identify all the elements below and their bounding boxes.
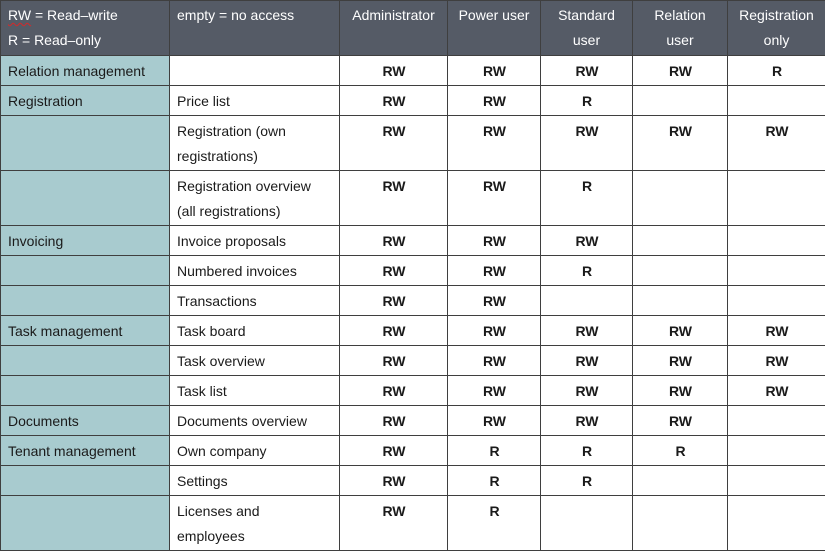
permission-cell: RW	[448, 56, 541, 86]
feature-line-1: Numbered invoices	[177, 259, 333, 284]
table-row	[1, 496, 825, 551]
permission-cell: RW	[340, 226, 448, 256]
permission-cell: RW	[340, 466, 448, 496]
row-group-label	[1, 496, 170, 551]
feature-line-1: Own company	[177, 439, 333, 464]
permission-cell: RW	[633, 56, 728, 86]
row-group-label: Tenant management	[1, 436, 170, 466]
permission-cell: RW	[728, 316, 825, 346]
row-group-label	[1, 286, 170, 316]
table-header	[1, 1, 825, 56]
row-group-label	[1, 466, 170, 496]
row-group-label: Invoicing	[1, 226, 170, 256]
permission-cell: RW	[541, 376, 633, 406]
permission-cell: RW	[448, 226, 541, 256]
permission-cell: R	[448, 496, 541, 551]
feature-line-1: Task overview	[177, 349, 333, 374]
table-row	[1, 406, 825, 436]
role-header-registration-only: Registration only	[728, 1, 825, 56]
table-row	[1, 116, 825, 171]
permission-cell: R	[448, 436, 541, 466]
legend-cell	[1, 1, 170, 56]
permission-cell	[728, 466, 825, 496]
permission-cell: RW	[340, 86, 448, 116]
feature-line-1: Price list	[177, 89, 333, 114]
permission-cell: RW	[633, 116, 728, 171]
row-feature-label	[170, 286, 340, 316]
role-header-power-user: Power user	[448, 1, 541, 56]
permission-cell: RW	[541, 116, 633, 171]
permission-cell: RW	[541, 346, 633, 376]
permission-cell	[541, 496, 633, 551]
table-row	[1, 376, 825, 406]
permission-cell: RW	[340, 286, 448, 316]
feature-line-2: registrations)	[177, 144, 333, 169]
permission-cell: RW	[633, 316, 728, 346]
table-row	[1, 346, 825, 376]
permission-cell: RW	[448, 316, 541, 346]
row-group-label: Task management	[1, 316, 170, 346]
permission-cell: R	[541, 86, 633, 116]
row-feature-label	[170, 171, 340, 226]
role-header-administrator: Administrator	[340, 1, 448, 56]
permission-cell	[728, 406, 825, 436]
permission-cell: RW	[340, 436, 448, 466]
row-group-label	[1, 116, 170, 171]
permission-cell	[633, 496, 728, 551]
permission-cell: R	[541, 171, 633, 226]
permission-cell: RW	[633, 346, 728, 376]
table-row	[1, 56, 825, 86]
feature-line-1: Invoice proposals	[177, 229, 333, 254]
row-feature-label	[170, 86, 340, 116]
permission-cell	[728, 171, 825, 226]
permission-cell: R	[541, 436, 633, 466]
row-group-label	[1, 256, 170, 286]
feature-line-1: Licenses and	[177, 499, 333, 524]
role-header-line2: only	[732, 28, 821, 53]
permission-cell: RW	[448, 171, 541, 226]
row-feature-label	[170, 226, 340, 256]
role-header-relation-user: Relation user	[633, 1, 728, 56]
table-row	[1, 256, 825, 286]
permission-cell: RW	[340, 316, 448, 346]
permission-cell: R	[633, 436, 728, 466]
permission-cell: RW	[340, 406, 448, 436]
permission-cell	[633, 226, 728, 256]
permission-cell: RW	[448, 376, 541, 406]
feature-line-1: Task list	[177, 379, 333, 404]
legend-no-access: empty = no access	[177, 3, 335, 28]
row-feature-label	[170, 346, 340, 376]
row-group-label	[1, 376, 170, 406]
permission-cell	[728, 496, 825, 551]
row-feature-label	[170, 316, 340, 346]
permission-cell: RW	[633, 406, 728, 436]
feature-line-1: Documents overview	[177, 409, 333, 434]
permission-cell: RW	[448, 256, 541, 286]
legend-read-write: RW = Read–write	[8, 3, 165, 28]
row-group-label	[1, 346, 170, 376]
permission-cell	[728, 86, 825, 116]
permission-cell: RW	[340, 171, 448, 226]
permission-cell: RW	[340, 346, 448, 376]
permission-cell	[633, 466, 728, 496]
row-group-label	[1, 171, 170, 226]
permission-cell: R	[541, 466, 633, 496]
table-row	[1, 436, 825, 466]
row-feature-label	[170, 466, 340, 496]
permission-cell: R	[541, 256, 633, 286]
row-feature-label	[170, 116, 340, 171]
row-group-label: Registration	[1, 86, 170, 116]
permission-cell: RW	[448, 286, 541, 316]
feature-line-1: Transactions	[177, 289, 333, 314]
permission-cell: RW	[448, 346, 541, 376]
permission-cell	[633, 256, 728, 286]
feature-line-1: Registration (own	[177, 119, 333, 144]
permission-cell: RW	[340, 256, 448, 286]
permission-cell: RW	[541, 316, 633, 346]
table-row	[1, 86, 825, 116]
permission-cell	[728, 286, 825, 316]
row-feature-label	[170, 256, 340, 286]
legend-read-only: R = Read–only	[8, 28, 165, 53]
feature-line-1: Settings	[177, 469, 333, 494]
permission-cell: RW	[448, 116, 541, 171]
legend-empty-cell	[170, 1, 340, 56]
permission-cell	[728, 226, 825, 256]
permission-cell: RW	[541, 406, 633, 436]
row-feature-label	[170, 56, 340, 86]
permission-cell	[633, 171, 728, 226]
permission-cell	[728, 256, 825, 286]
permission-cell: RW	[728, 376, 825, 406]
permission-cell: RW	[340, 56, 448, 86]
permission-cell: R	[448, 466, 541, 496]
permission-cell: RW	[340, 496, 448, 551]
permission-cell: RW	[448, 86, 541, 116]
table-row	[1, 316, 825, 346]
permission-cell: RW	[541, 226, 633, 256]
row-feature-label	[170, 436, 340, 466]
table-row	[1, 286, 825, 316]
permission-cell: R	[728, 56, 825, 86]
permission-cell: RW	[448, 406, 541, 436]
feature-line-1: Task board	[177, 319, 333, 344]
feature-line-2: employees	[177, 524, 333, 549]
table-row	[1, 466, 825, 496]
permission-cell	[728, 436, 825, 466]
permission-cell: RW	[633, 376, 728, 406]
row-group-label: Relation management	[1, 56, 170, 86]
row-feature-label	[170, 496, 340, 551]
table-row	[1, 226, 825, 256]
feature-line-1: Registration overview	[177, 174, 333, 199]
row-group-label: Documents	[1, 406, 170, 436]
feature-line-2: (all registrations)	[177, 199, 333, 224]
permission-cell	[541, 286, 633, 316]
permission-cell: RW	[728, 116, 825, 171]
table-body	[1, 56, 825, 551]
permission-cell: RW	[340, 116, 448, 171]
row-feature-label	[170, 376, 340, 406]
row-feature-label	[170, 406, 340, 436]
permission-cell: RW	[728, 346, 825, 376]
role-header-standard-user: Standard user	[541, 1, 633, 56]
permission-cell: RW	[541, 56, 633, 86]
permission-cell: RW	[340, 376, 448, 406]
permission-cell	[633, 86, 728, 116]
table-row	[1, 171, 825, 226]
permission-cell	[633, 286, 728, 316]
